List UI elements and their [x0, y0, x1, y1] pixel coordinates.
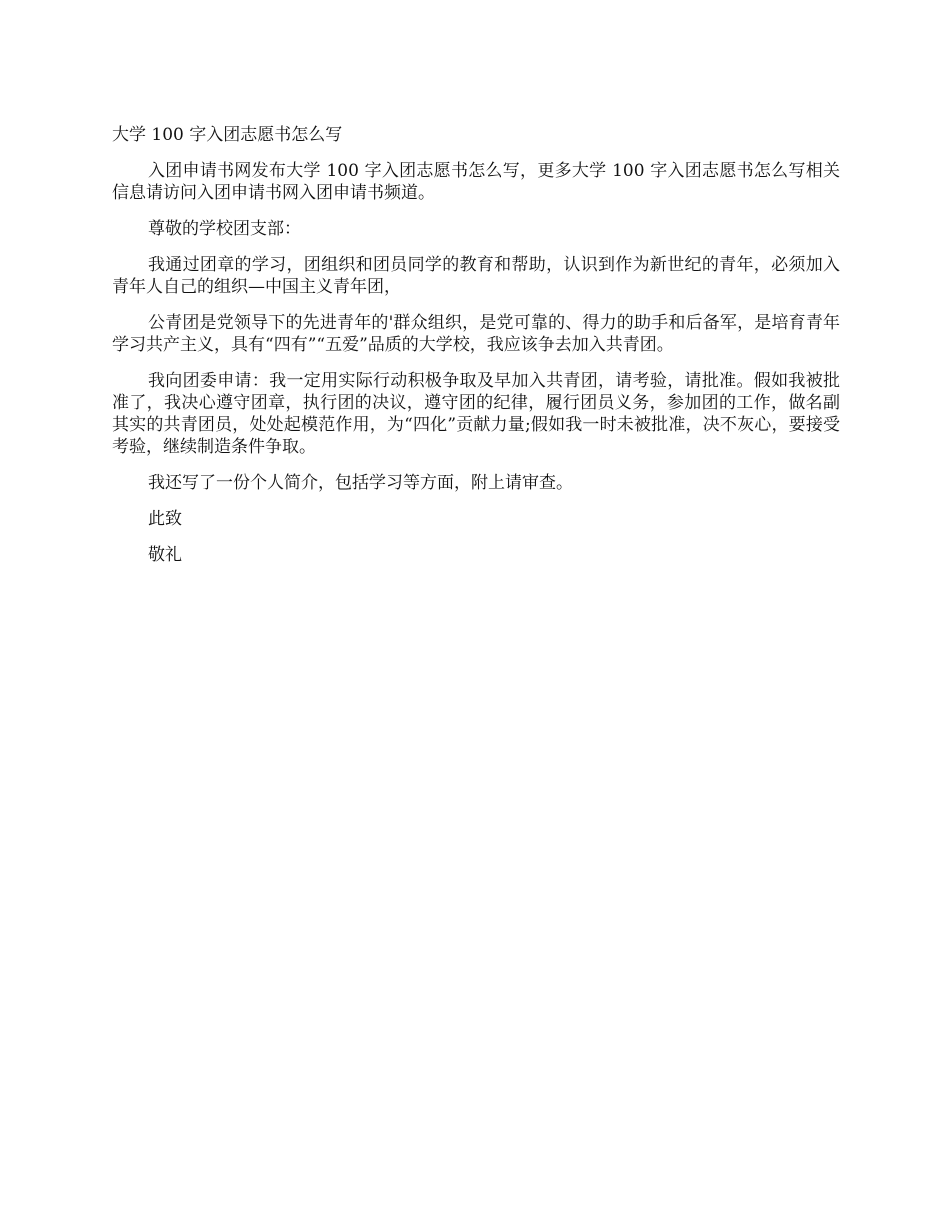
- closing-line: 此致: [148, 509, 182, 529]
- intro-paragraph: 入团申请书网发布大学 100 字入团志愿书怎么写，更多大学 100 字入团志愿书怎么写相关信息请访问入团申请书网入团申请书频道。: [112, 161, 840, 203]
- body-paragraph: 我还写了一份个人简介，包括学习等方面，附上请审查。: [148, 473, 573, 493]
- document-title: 大学 100 字入团志愿书怎么写: [112, 125, 343, 145]
- document-body: [112, 124, 840, 580]
- body-paragraph: 公青团是党领导下的先进青年的'群众组织，是党可靠的、得力的助手和后备军，是培育青年学习共产主义，具有“四有”“五爱”品质的大学校，我应该争去加入共青团。: [112, 313, 840, 355]
- closing-regards: 敬礼: [148, 545, 182, 565]
- body-paragraph: 我向团委申请：我一定用实际行动积极争取及早加入共青团，请考验，请批准。假如我被批准了，我决心遵守团章，执行团的决议，遵守团的纪律，履行团员义务，参加团的工作，做名副其实的共青团员，处处起模范作用，为“四化”贡献力量;假如我一时未被批准，决不灰心，要接受考验，继续制造条件争取。: [112, 371, 840, 457]
- salutation: 尊敬的学校团支部：: [148, 219, 301, 239]
- body-paragraph: 我通过团章的学习，团组织和团员同学的教育和帮助，认识到作为新世纪的青年，必须加入青年人自己的组织—中国主义青年团，: [112, 255, 840, 297]
